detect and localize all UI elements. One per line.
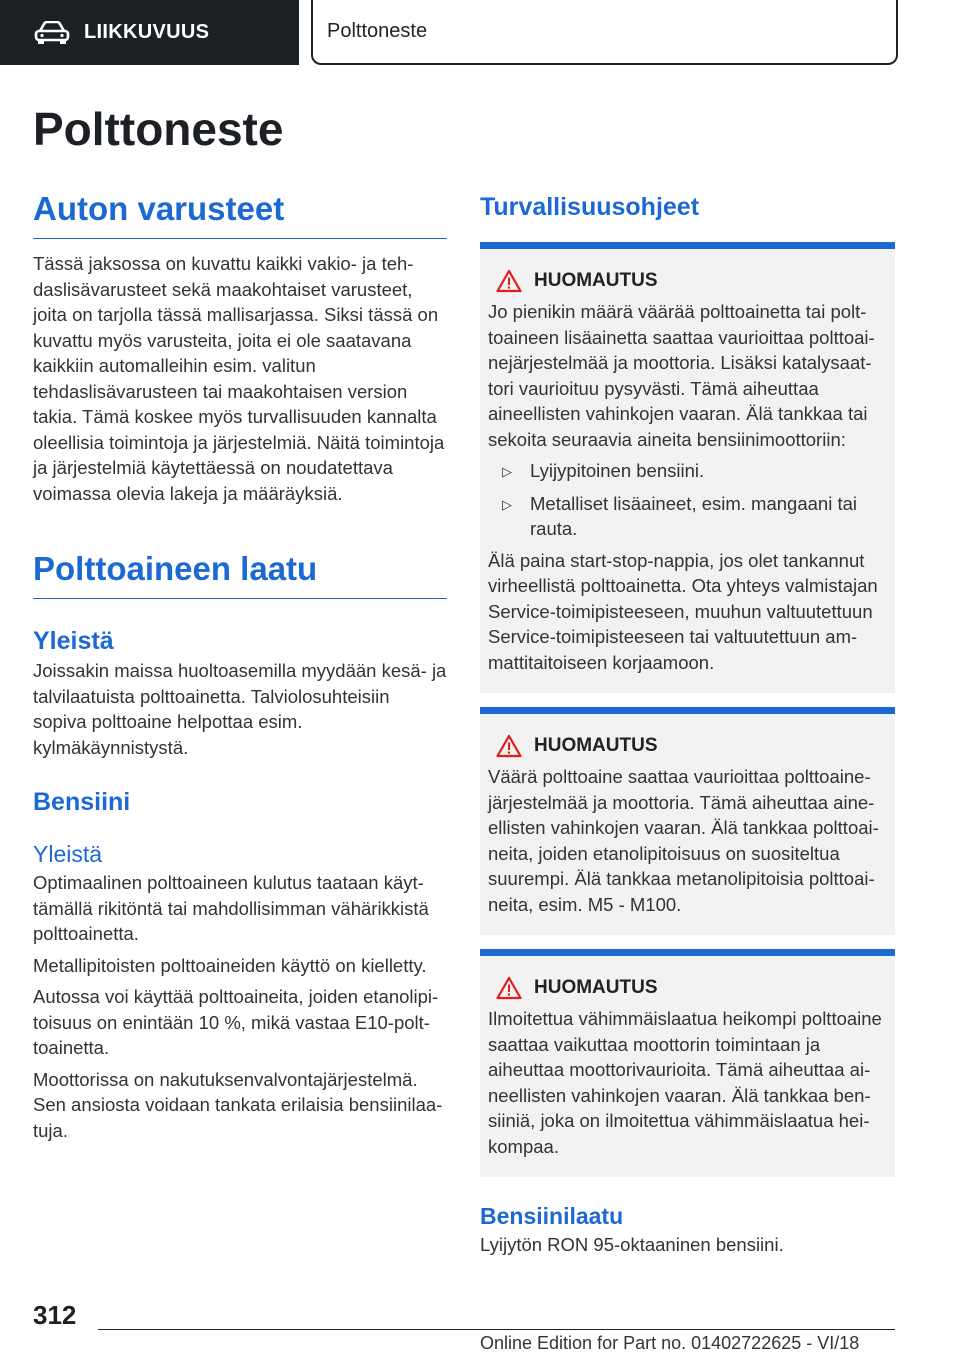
warning-label: HUOMAUTUS [534,977,658,998]
warning-triangle-icon [496,269,522,293]
warning-triangle-icon [496,976,522,1000]
list-item: ▷ Metalliset lisäaineet, esim. mangaani tai rauta. [488,491,887,542]
warning-note-3 [480,949,895,1177]
petrol-paragraph-3: Autossa voi käyttää polttoaineita, joiden etanolipitoisuus on enintään 10 %, mikä vastaa E10-polttoainetta. [33,986,439,1058]
left-column [33,190,447,1143]
page-number: 312 [33,1300,77,1330]
section-title-safety: Turvallisuusohjeet [480,193,700,221]
subsection-petrol-grade: Bensiinilaatu [480,1203,624,1229]
subsection-petrol: Bensiini [33,788,131,816]
warning-label: HUOMAUTUS [534,735,658,756]
warning-note-1 [480,242,895,693]
petrol-paragraph-1: Optimaalinen polttoaineen kulutus taataan käyttämällä rikitöntä tai mahdollisimman vähärikkistä polttoainetta. [33,872,429,944]
warning-1-text: Jo pienikin määrä väärää polttoainetta tai polttoaineen lisäainetta saattaa vaurioittaa polttoainejärjestelmää ja moottoria. Lisäksi katalysaattori vaurioituu pysyvästi. Tämä aiheuttaa aineellisten vahinkojen vaaran. Älä tankkaa tai sekoita seuraavia aineita bensiinimoottoriin: [488,301,875,450]
footer-divider [98,1329,895,1330]
section-title-equipment: Auton varusteet [33,190,447,239]
list-item: ▷ Lyijypitoinen bensiini. [488,458,887,485]
petrol-paragraph-2: Metallipitoisten polttoaineiden käyttö on kielletty. [33,954,427,976]
right-column [480,190,895,1258]
equipment-text: Tässä jaksossa on kuvattu kaikki vakio- ja tehdaslisävarusteet sekä maakohtaiset varusteet, joita on tarjolla tässä mallisarjassa. Siksi tässä on kuvattu myös varusteita, joita ei ole saatavana kaikkiin automalleihin esim. valitun tehdaslisävarusteen tai maakohtaisen version takia. Tämä koskee myös turvallisuuden kannalta oleellisia toimintoja ja järjestelmiä. Näitä toimintoja ja järjestelmiä käytettäessä on noudatettava voimassa olevia lakeja ja määräyksiä. [33,253,445,504]
warning-1-text-2: Älä paina start-stop-nappia, jos olet tankannut virheellistä polttoainetta. Ota yhteys valmistajan Service-toimipisteeseen, muuhun valtuutettuun Service-toimipisteeseen tai valtuutettuun ammattitaitoiseen korjaamoon. [488,549,878,673]
petrol-paragraph-4: Moottorissa on nakutuksenvalvontajärjestelmä. Sen ansiosta voidaan tankata erilaisia bensiinilaatuja. [33,1068,443,1141]
header-topic-label: Polttoneste [327,20,428,42]
car-icon [34,21,70,45]
petrol-grade-text: Lyijytön RON 95-oktaaninen bensiini. [480,1234,784,1255]
warning-2-text: Väärä polttoaine saattaa vaurioittaa polttoainejärjestelmää ja moottoria. Tämä aiheuttaa aineellisten vahinkojen vaaran. Älä tankkaa polttoaineita, joiden etanolipitoisuus on suositeltua suurempi. Älä tankkaa metanolipitoisia polttoaineita, esim. M5 - M100. [488,766,879,915]
section-title-fuel-quality: Polttoaineen laatu [33,550,447,599]
page-title: Polttoneste [33,103,284,155]
header-topic-tab [311,0,898,65]
footer-edition: Online Edition for Part no. 01402722625 - VI/18 [480,1333,860,1353]
warning-3-text: Ilmoitettua vähimmäislaatua heikompi polttoaine saattaa vaikuttaa moottorin toimintaan ja aiheuttaa moottorivaurioita. Tämä aiheuttaa aineellisten vahinkojen vaaran. Älä tankkaa bensiiniä, joka on ilmoitettua vähimmäislaatua heikompaa. [488,1008,882,1157]
warning-label: HUOMAUTUS [534,270,658,291]
general-text: Joissakin maissa huoltoasemilla myydään kesä- ja talvilaatuista polttoainetta. Talviolosuhteisiin sopiva polttoaine helpottaa esim. kylmäkäynnistystä. [33,660,447,758]
header-section-label: LIIKKUVUUS [84,21,210,43]
subsection-general: Yleistä [33,627,114,655]
bullet-triangle-icon: ▷ [502,464,512,479]
warning-triangle-icon [496,734,522,758]
warning-note-2 [480,707,895,935]
header-section-tab [0,0,299,65]
subsection-petrol-general: Yleistä [33,841,103,867]
bullet-triangle-icon: ▷ [502,496,512,512]
